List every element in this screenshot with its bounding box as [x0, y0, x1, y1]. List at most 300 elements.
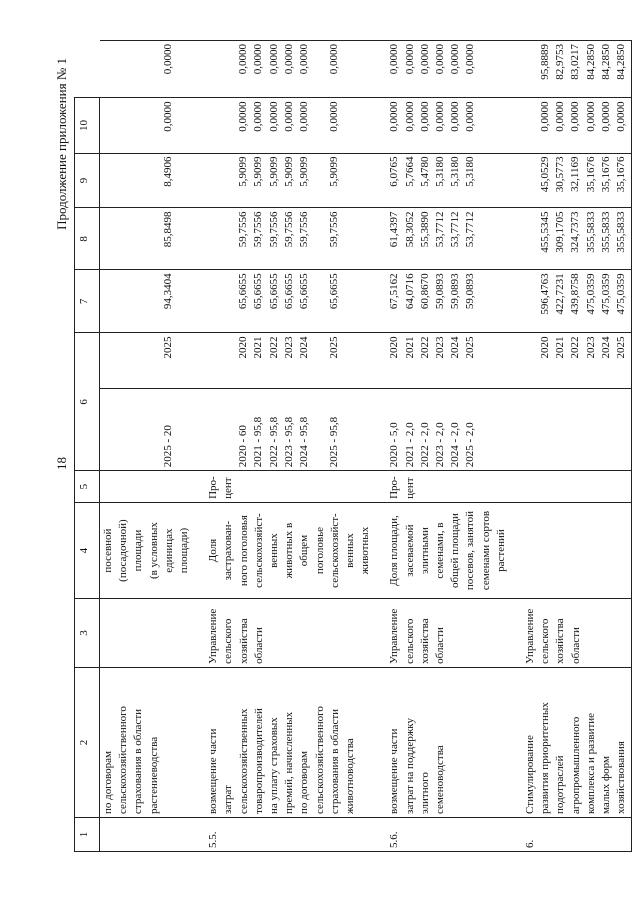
cell-v7-line: 355,5833: [584, 211, 597, 253]
cell-v8-line: 5,9099: [298, 156, 311, 187]
cell-v10-line: [312, 44, 327, 94]
cell-years_ranges-line: 2020 - 5,0: [388, 422, 401, 468]
cell-v10: [205, 41, 374, 98]
cell-v10-line: 84,2850: [599, 44, 612, 80]
cell-name-line: животноводства: [344, 738, 357, 814]
cell-years-line: 2020: [388, 336, 401, 359]
spacer: [206, 101, 221, 149]
gap-cell: [374, 153, 386, 208]
cell-v9-line: 0,0000: [418, 101, 431, 132]
cell-v9-line: 0,0000: [252, 101, 265, 132]
cell-indicator-line: ного поголовья: [237, 515, 250, 587]
cell-years: [205, 333, 374, 388]
cell-years_ranges-line: 2025 - 20: [162, 425, 174, 468]
cell-v9-line: 0,0000: [449, 101, 462, 132]
col-number-10: 10: [75, 98, 100, 153]
cell-name: [100, 667, 194, 817]
cell-executor-line: хозяйства: [554, 618, 567, 664]
cell-indicator-line: застрахован-: [222, 520, 235, 581]
cell-indicator-line: единицах: [162, 528, 175, 573]
cell-name-line: сельскохозяйственного: [313, 706, 326, 814]
col-number-3: 3: [75, 599, 100, 668]
gap-cell: [193, 270, 205, 333]
cell-v7-line: 55,3890: [418, 211, 431, 248]
cell-years-line: 2020: [237, 336, 250, 359]
cell-v6-line: 59,0893: [449, 273, 462, 310]
gap-cell: [510, 818, 522, 852]
cell-v6-line: 67,5162: [388, 273, 401, 310]
cell-v9-line: 0,0000: [539, 101, 552, 132]
cell-v8-line: 6,0765: [388, 156, 401, 187]
cell-v6-line: 60,8670: [418, 273, 431, 310]
cell-indicator-line: сельскохозяйст-: [328, 513, 341, 588]
col-number-5: 5: [75, 471, 100, 503]
cell-v10-line: 82,9753: [554, 44, 567, 80]
cell-v8: [100, 153, 194, 208]
cell-v10-line: 0,0000: [449, 44, 462, 75]
spacer: [523, 211, 538, 266]
cell-years-line: 2024: [599, 336, 612, 359]
cell-v10-line: 0,0000: [237, 44, 250, 75]
gap-cell: [510, 270, 522, 333]
cell-indicator-line: засеваемой: [403, 524, 416, 577]
cell-v6-line: 65,6655: [237, 273, 250, 310]
cell-indicator-line: сельскохозяйст-: [252, 513, 265, 588]
cell-name-line: сельскохозяйственного: [117, 706, 130, 814]
cell-indicator: [522, 502, 631, 598]
cell-years_ranges-line: 2022 - 2,0: [418, 422, 431, 468]
cell-years-line: 2024: [298, 336, 311, 359]
cell-executor-line: хозяйства: [418, 618, 431, 664]
spacer: [101, 44, 116, 94]
cell-v6-line: 475,0359: [615, 273, 628, 315]
cell-v7-line: 355,5833: [615, 211, 628, 253]
cell-indicator-line: (посадочной): [117, 519, 130, 582]
spacer: [146, 392, 161, 467]
gap-cell: [193, 98, 205, 153]
gap-cell: [193, 388, 205, 470]
gap-cell: [374, 388, 386, 470]
cell-years-line: 2020: [539, 336, 552, 359]
gap-cell: [193, 471, 205, 503]
cell-years-line: 2025: [615, 336, 628, 359]
table-body: [100, 41, 632, 852]
cell-v7-line: 324,7373: [569, 211, 582, 253]
gap-cell: [374, 208, 386, 270]
row-gap: [510, 41, 522, 852]
table-row: [100, 41, 194, 852]
spacer: [131, 101, 146, 149]
cell-name-line: агропромышленного: [569, 716, 582, 814]
gap-cell: [193, 333, 205, 388]
spacer: [131, 157, 146, 205]
spacer: [131, 44, 146, 94]
spacer: [101, 101, 116, 149]
col-number-8: 8: [75, 208, 100, 270]
cell-v10-line: 83,0217: [569, 44, 582, 80]
cell-v8-line: 5,7664: [403, 156, 416, 187]
gap-cell: [193, 153, 205, 208]
cell-v8-line: 35,1676: [584, 156, 597, 193]
spacer: [116, 157, 131, 205]
gap-cell: [510, 153, 522, 208]
spacer: [101, 392, 116, 467]
cell-v6-line: 65,6655: [282, 273, 295, 310]
cell-v8-line: 5,3180: [464, 156, 477, 187]
cell-name-line: возмещение части: [388, 728, 401, 814]
cell-v6: [522, 270, 631, 333]
cell-years_ranges: [386, 388, 510, 470]
spacer: [221, 157, 236, 205]
cell-v7-line: 355,5833: [599, 211, 612, 253]
cell-executor-line: Управление: [388, 608, 401, 664]
table-row: [205, 41, 374, 852]
cell-indicator-line: венных: [344, 533, 357, 568]
spacer: [221, 211, 236, 266]
spacer: [116, 392, 131, 467]
spacer: [523, 157, 538, 205]
cell-name: [205, 667, 374, 817]
cell-v7-line: 59,7556: [298, 211, 311, 248]
cell-v6: [205, 270, 374, 333]
gap-cell: [374, 270, 386, 333]
cell-name-line: на уплату страховых: [268, 717, 281, 814]
cell-v7-line: 53,7712: [449, 211, 462, 248]
cell-v6-line: 475,0359: [584, 273, 597, 315]
cell-v7-line: 455,5345: [539, 211, 552, 253]
cell-years-line: 2025: [328, 336, 341, 359]
cell-num: [100, 818, 194, 852]
cell-v10-line: 0,0000: [298, 44, 311, 75]
cell-v8-line: [312, 157, 327, 205]
cell-v6-line: 475,0359: [599, 273, 612, 315]
cell-v9-line: 0,0000: [464, 101, 477, 132]
cell-v9-line: [312, 101, 327, 149]
cell-v6-line: 65,6655: [328, 273, 341, 310]
cell-indicator-line: элитными: [418, 527, 431, 574]
cell-v8-line: 30,5773: [554, 156, 567, 193]
row-gap: [193, 41, 205, 852]
cell-v9-line: 0,0000: [267, 101, 280, 132]
cell-v8-line: 5,3180: [434, 156, 447, 187]
cell-years-line: 2023: [282, 336, 295, 359]
cell-name-line: хозяйствования: [615, 741, 628, 814]
spacer: [131, 211, 146, 266]
cell-v9-line: 0,0000: [237, 101, 250, 132]
gap-cell: [510, 667, 522, 817]
cell-name-line: растениеводства: [147, 736, 160, 814]
program-table: [74, 40, 632, 852]
gap-cell: [374, 41, 386, 98]
spacer: [523, 273, 538, 329]
cell-years-line: 2022: [267, 336, 280, 359]
cell-years_ranges-line: 2021 - 95,8: [252, 416, 265, 468]
cell-v8: [386, 153, 510, 208]
spacer: [101, 211, 116, 266]
cell-executor: [522, 599, 631, 668]
cell-unit-line: цент: [222, 477, 235, 499]
cell-indicator: [205, 502, 374, 598]
cell-v6-line: 596,4763: [539, 273, 552, 315]
cell-years_ranges: [100, 388, 194, 470]
cell-v10-line: 0,0000: [403, 44, 416, 75]
cell-v7-line: 59,7556: [252, 211, 265, 248]
gap-cell: [374, 502, 386, 598]
cell-name-line: премий, начисленных: [283, 711, 296, 814]
cell-v9: [100, 98, 194, 153]
cell-unit: [205, 471, 374, 503]
cell-v9-line: 0,0000: [162, 101, 174, 132]
cell-name-line: возмещение части: [207, 728, 220, 814]
cell-v8-line: 5,9099: [267, 156, 280, 187]
cell-indicator-line: семенами, в: [434, 522, 447, 579]
gap-cell: [193, 41, 205, 98]
cell-v7-line: 61,4397: [388, 211, 401, 248]
cell-years-line: 2025: [162, 336, 174, 359]
cell-v6-line: 59,0893: [434, 273, 447, 310]
cell-years-line: 2023: [434, 336, 447, 359]
cell-years-line: 2021: [403, 336, 416, 359]
gap-cell: [374, 333, 386, 388]
cell-v9: [522, 98, 631, 153]
cell-years_ranges-line: 2020 - 60: [237, 425, 250, 468]
cell-indicator-line: животных: [359, 526, 372, 575]
cell-years-line: 2024: [449, 336, 462, 359]
spacer: [146, 157, 161, 205]
gap-cell: [374, 98, 386, 153]
cell-name-line: страхования в области: [132, 708, 145, 814]
spacer: [146, 101, 161, 149]
cell-v7-line: 59,7556: [328, 211, 341, 248]
cell-v8: [205, 153, 374, 208]
cell-v8-line: 5,4780: [418, 156, 431, 187]
cell-executor-line: Управление: [524, 608, 537, 664]
cell-v10-line: 95,8889: [539, 44, 552, 80]
spacer: [206, 336, 221, 384]
cell-years: [522, 333, 631, 388]
cell-num-line: [101, 821, 116, 848]
cell-indicator-line: (в условных: [147, 522, 160, 580]
cell-v10-line: 0,0000: [252, 44, 265, 75]
cell-name-line: страхования в области: [328, 708, 341, 814]
cell-v8-line: 5,3180: [449, 156, 462, 187]
gap-cell: [510, 208, 522, 270]
cell-years-line: 2022: [418, 336, 431, 359]
cell-v9-line: 0,0000: [569, 101, 582, 132]
rotated-page-content: [46, 40, 628, 860]
cell-num: [205, 818, 374, 852]
gap-cell: [193, 502, 205, 598]
cell-num-line: 5.6.: [388, 831, 401, 848]
cell-v6-line: 422,7231: [554, 273, 567, 315]
gap-cell: [510, 502, 522, 598]
page-number: 18: [54, 457, 69, 470]
cell-indicator-line: семенами сортов: [479, 510, 492, 591]
cell-v8-line: 5,9099: [282, 156, 295, 187]
cell-v7: [522, 208, 631, 270]
cell-name-line: Стимулирование: [524, 735, 537, 814]
cell-v10-line: 0,0000: [434, 44, 447, 75]
cell-v10-line: 0,0000: [267, 44, 280, 75]
col-number-7: 7: [75, 270, 100, 333]
cell-indicator-line: Доля: [207, 538, 220, 563]
cell-v8-line: 35,1676: [599, 156, 612, 193]
spacer: [131, 392, 146, 467]
cell-v7-line: 59,7556: [282, 211, 295, 248]
cell-v7: [386, 208, 510, 270]
cell-v9: [386, 98, 510, 153]
cell-v10-line: 0,0000: [388, 44, 401, 75]
cell-executor-line: области: [434, 627, 447, 664]
spacer: [101, 157, 116, 205]
cell-years-line: 2022: [569, 336, 582, 359]
cell-v6-line: 64,0716: [403, 273, 416, 310]
cell-years-line: 2021: [252, 336, 265, 359]
spacer: [101, 336, 116, 384]
cell-v6-line: 65,6655: [298, 273, 311, 310]
cell-v7-line: 59,7556: [237, 211, 250, 248]
cell-years_ranges-line: 2022 - 95,8: [267, 416, 280, 468]
cell-v6: [386, 270, 510, 333]
cell-name: [386, 667, 510, 817]
cell-name-line: малых форм: [600, 756, 613, 814]
cell-indicator-line: венных: [268, 533, 281, 568]
cell-years_ranges-line: 2024 - 95,8: [298, 416, 311, 468]
cell-years-line: 2021: [554, 336, 567, 359]
cell-unit-line: Про-: [207, 476, 220, 499]
spacer: [523, 44, 538, 94]
cell-v7-line: 53,7712: [434, 211, 447, 248]
cell-indicator-line: животных в: [283, 522, 296, 579]
cell-executor-line: области: [569, 627, 582, 664]
col-number-9: 9: [75, 153, 100, 208]
col-number-4: 4: [75, 502, 100, 598]
gap-cell: [374, 818, 386, 852]
cell-v8-line: 45,0529: [539, 156, 552, 193]
spacer: [221, 392, 236, 467]
cell-v7-line: 85,8498: [162, 211, 174, 248]
spacer: [146, 211, 161, 266]
spacer: [523, 392, 538, 467]
cell-v9-line: 0,0000: [298, 101, 311, 132]
cell-v10-line: 0,0000: [418, 44, 431, 75]
cell-years-line: [312, 336, 327, 384]
cell-years_ranges: [205, 388, 374, 470]
cell-v10-line: 84,2850: [615, 44, 628, 80]
cell-indicator-line: площади): [178, 527, 191, 574]
gap-cell: [510, 471, 522, 503]
spacer: [146, 273, 161, 329]
spacer: [206, 273, 221, 329]
gap-cell: [510, 333, 522, 388]
cell-v10-line: 0,0000: [161, 44, 174, 75]
cell-v8-line: 32,1169: [569, 156, 582, 192]
col-number-6: 6: [75, 333, 100, 471]
spacer: [116, 44, 131, 94]
spacer: [523, 101, 538, 149]
row-gap: [374, 41, 386, 852]
cell-indicator-line: посевной: [102, 528, 114, 573]
cell-v9-line: 0,0000: [282, 101, 295, 132]
cell-v7-line: 59,7556: [267, 211, 280, 248]
cell-v10-line: 84,2850: [584, 44, 597, 80]
cell-years-line: 2023: [584, 336, 597, 359]
cell-v7-line: 53,7712: [464, 211, 477, 248]
cell-unit: [100, 471, 194, 503]
cell-v9: [205, 98, 374, 153]
spacer: [131, 273, 146, 329]
cell-name-line: товаропроизводителей: [252, 708, 265, 814]
cell-num-line: 6.: [524, 839, 537, 848]
cell-unit: [522, 471, 631, 503]
cell-indicator-line: растений: [494, 529, 507, 572]
cell-years_ranges-line: 2024 - 2,0: [449, 422, 462, 468]
column-numbers-row: [75, 41, 100, 852]
cell-v9-line: 0,0000: [403, 101, 416, 132]
cell-v7-line: 309,1705: [554, 211, 567, 253]
cell-unit: [386, 471, 510, 503]
cell-num: [522, 818, 631, 852]
cell-v9-line: 0,0000: [554, 101, 567, 132]
cell-name-line: комплекса и развитие: [584, 712, 597, 814]
cell-v10: [100, 41, 194, 98]
cell-v6-line: [312, 273, 327, 329]
cell-executor-line: сельского: [403, 618, 416, 664]
cell-v9-line: 0,0000: [434, 101, 447, 132]
cell-v7: [205, 208, 374, 270]
gap-cell: [510, 599, 522, 668]
cell-executor-line: сельского: [222, 618, 235, 664]
spacer: [221, 44, 236, 94]
cell-v6-line: 65,6655: [252, 273, 265, 310]
spacer: [116, 273, 131, 329]
cell-v10-line: 0,0000: [282, 44, 295, 75]
cell-v6-line: 65,6655: [267, 273, 280, 310]
gap-cell: [193, 208, 205, 270]
continuation-label: Продолжение приложения № 1: [54, 58, 69, 230]
cell-v6-line: 94,3404: [162, 273, 174, 310]
cell-name-line: затрат: [222, 785, 235, 814]
spacer: [221, 101, 236, 149]
col-number-1: 1: [75, 818, 100, 852]
spacer: [116, 336, 131, 384]
cell-v6-line: 59,0893: [464, 273, 477, 310]
cell-name-line: затрат на поддержку: [403, 718, 416, 814]
cell-v8-line: 5,9099: [237, 156, 250, 187]
cell-unit-line: цент: [403, 477, 416, 499]
gap-cell: [374, 471, 386, 503]
cell-v9-line: 0,0000: [615, 101, 628, 132]
cell-years_ranges-line: 2025 - 2,0: [464, 422, 477, 468]
cell-executor-line: Управление: [207, 608, 220, 664]
gap-cell: [193, 667, 205, 817]
cell-v8-line: 5,9099: [252, 156, 265, 187]
cell-years_ranges-line: 2023 - 95,8: [282, 416, 295, 468]
cell-executor: [100, 599, 194, 668]
cell-v9-line: 0,0000: [599, 101, 612, 132]
table-row: [522, 41, 631, 852]
gap-cell: [193, 599, 205, 668]
cell-unit-line: Про-: [388, 476, 401, 499]
gap-cell: [193, 818, 205, 852]
cell-name: [522, 667, 631, 817]
cell-years_ranges-line: 2023 - 2,0: [434, 422, 447, 468]
spacer: [206, 44, 221, 94]
cell-name-line: подотраслей: [554, 755, 567, 814]
cell-indicator-line: Доля площади,: [388, 515, 401, 586]
gap-cell: [374, 599, 386, 668]
spacer: [131, 336, 146, 384]
